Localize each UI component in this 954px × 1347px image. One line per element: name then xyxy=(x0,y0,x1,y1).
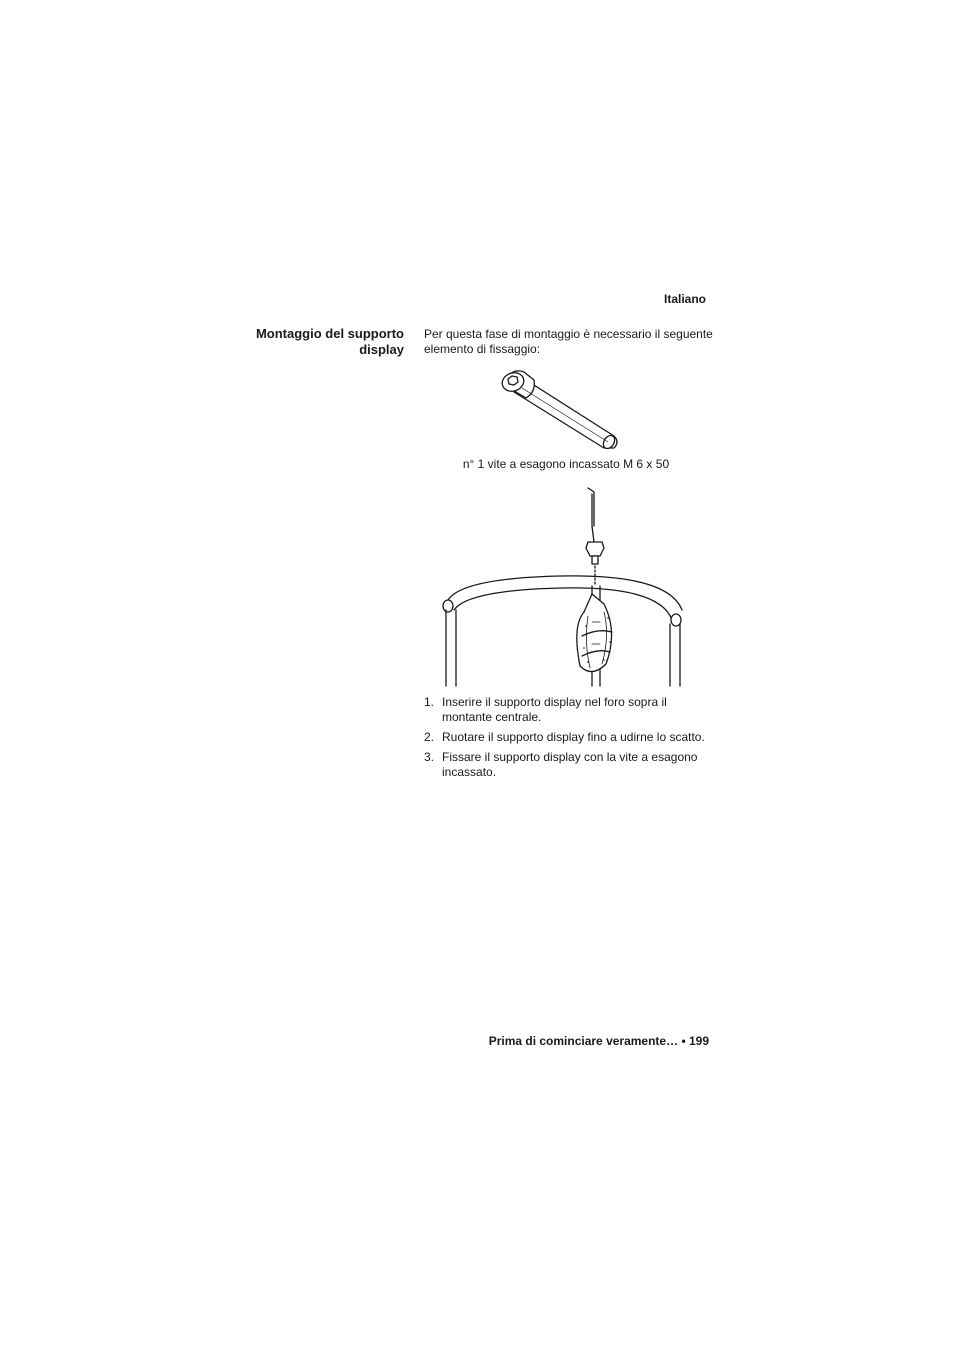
display-support-assembly-icon xyxy=(432,486,702,696)
step-item xyxy=(424,730,714,745)
step-number: 2. xyxy=(424,730,435,744)
step-text: Fissare il supporto display con la vite a esagono incassato. xyxy=(442,750,698,779)
step-text: Ruotare il supporto display fino a udirne lo scatto. xyxy=(442,730,705,744)
page-footer: Prima di cominciare veramente… • 199 xyxy=(488,1034,709,1048)
section-title xyxy=(240,326,404,358)
section-title-line2: display xyxy=(359,342,404,357)
section-title-line1: Montaggio del supporto xyxy=(255,326,404,341)
instruction-steps xyxy=(424,695,714,785)
language-label: Italiano xyxy=(663,292,706,306)
hex-socket-screw-icon xyxy=(496,366,626,454)
step-item xyxy=(424,695,714,725)
step-number: 1. xyxy=(424,695,435,709)
step-text: Inserire il supporto display nel foro sopra il montante centrale. xyxy=(442,695,667,724)
step-number: 3. xyxy=(424,750,435,764)
intro-text: Per questa fase di montaggio è necessario il seguente elemento di fissaggio: xyxy=(424,327,713,356)
screw-caption: n° 1 vite a esagono incassato M 6 x 50 xyxy=(462,457,670,471)
step-item xyxy=(424,750,714,780)
